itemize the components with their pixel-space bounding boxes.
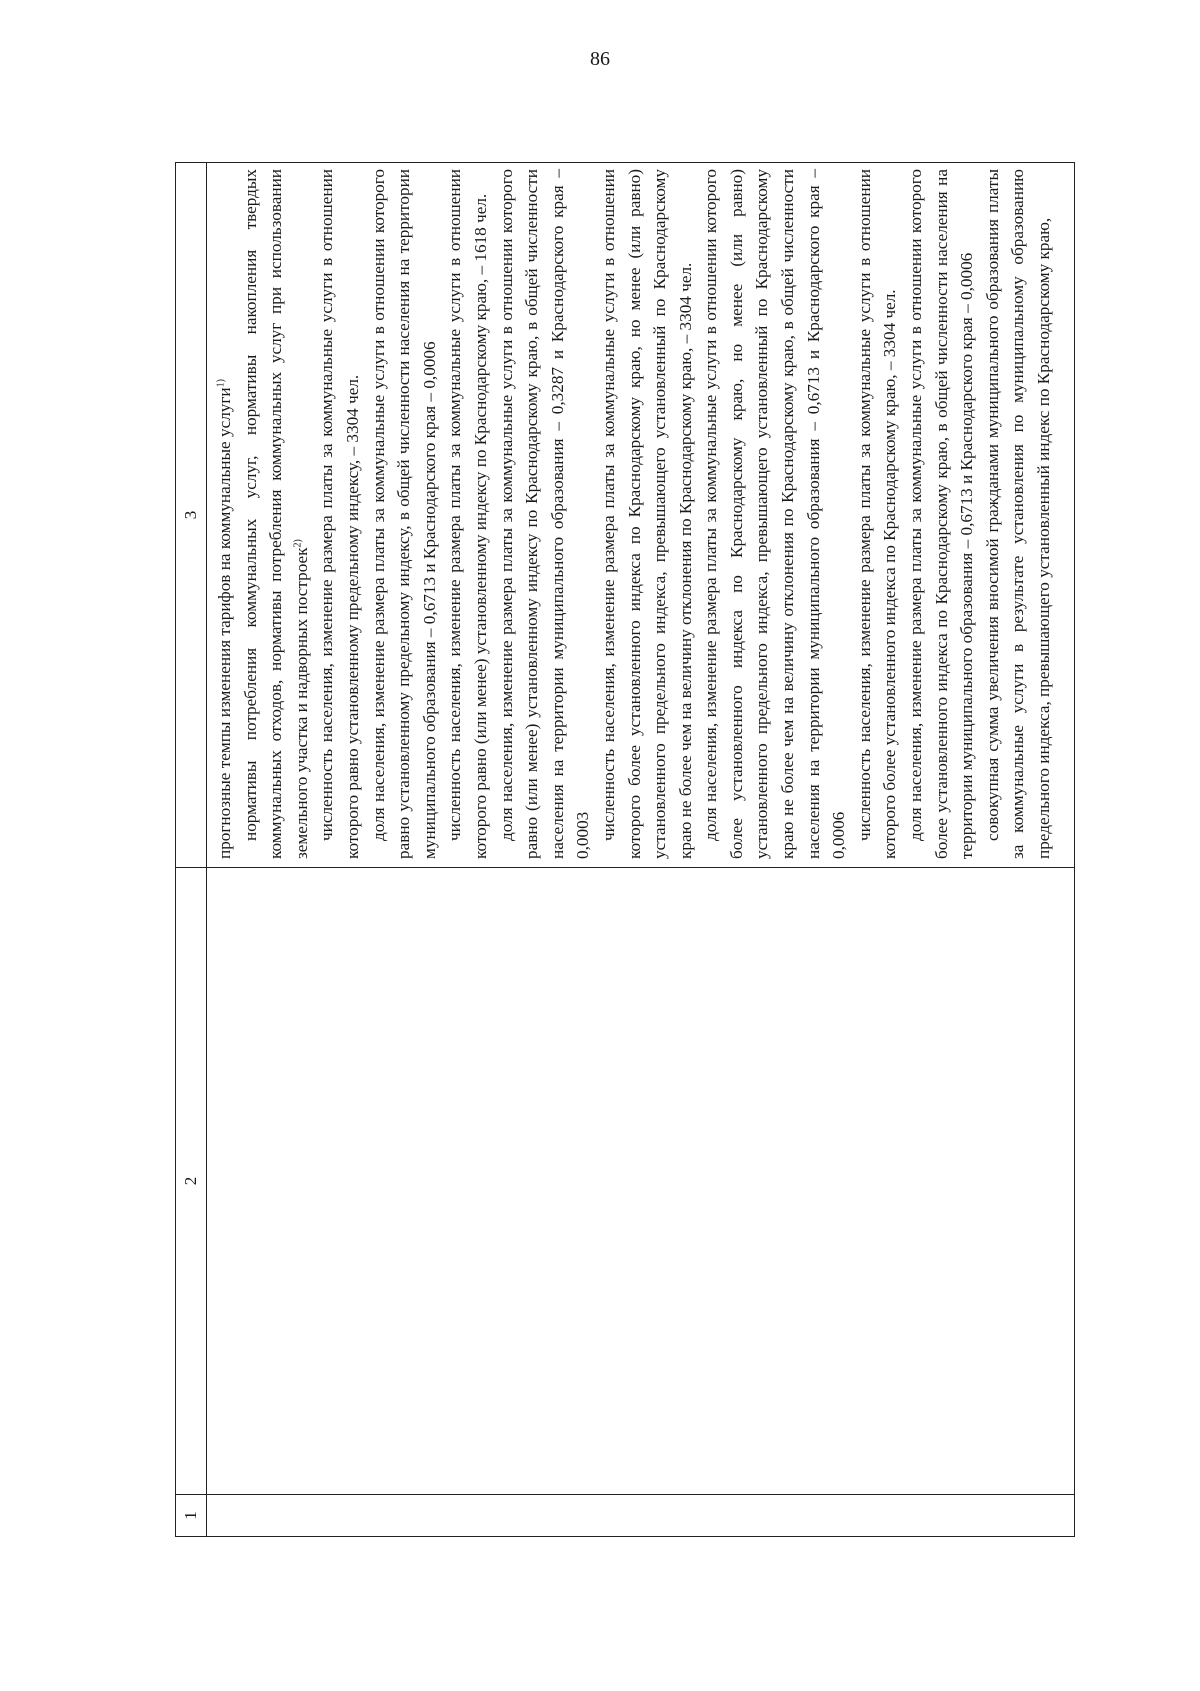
header-col-2: 2 [176, 867, 206, 1494]
paragraph-text: численность населения, изменение размера платы за коммунальные услуги в отношении которого равно (или менее) установленному индексу по Краснодарскому краю, – 1618 чел. [445, 169, 490, 859]
paragraph [980, 169, 1057, 859]
cell-col-3 [207, 163, 1074, 867]
rotated-table [175, 162, 1075, 1537]
paragraph-text: прогнозные темпы изменения тарифов на коммунальные услуги [215, 387, 234, 859]
paragraph [903, 169, 980, 859]
paragraph-text: численность населения, изменение размера платы за коммунальные услуги в отношении которого более установленного индекса по Краснодарскому краю, но менее (или равно) установленного предельного индекса, превышающего установленный по Краснодарскому краю не более чем на величину отклонения по Краснодарскому краю, – 3304 чел. [598, 169, 695, 859]
paragraph-text: доля населения, изменение размера платы за коммунальные услуги в отношении которого равно установленному предельному индексу, в общей численности населения на территории муниципального образования – 0,6713 и Краснодарского края – 0,0006 [368, 169, 439, 859]
paragraph-text: численность населения, изменение размера платы за коммунальные услуги в отношении которого равно установленному предельному индексу, – 3304 чел. [317, 169, 362, 859]
paragraph-text: доля населения, изменение размера платы за коммунальные услуги в отношении которого более установленного индекса по Краснодарскому краю, но менее (или равно) установленного предельного индекса, превышающего установленный по Краснодарскому краю не более чем на величину отклонения по Краснодарскому краю, в общей численности населения на территории муниципального образования – 0,6713 и Краснодарского края – 0,0006 [701, 169, 849, 859]
paragraph [852, 169, 903, 859]
paragraph [238, 169, 315, 859]
paragraph [366, 169, 443, 859]
paragraph [442, 169, 493, 859]
header-col-3: 3 [181, 510, 200, 520]
cell-col-2 [207, 867, 1074, 1494]
paragraph [212, 169, 238, 859]
page-number: 86 [590, 48, 610, 70]
footnote-marker: 1) [215, 379, 227, 388]
paragraph [314, 169, 365, 859]
paragraph [494, 169, 596, 859]
paragraph [596, 169, 698, 859]
footnote-marker: 2) [292, 539, 304, 548]
cell-col-1 [207, 1494, 1074, 1536]
paragraph-text: доля населения, изменение размера платы за коммунальные услуги в отношении которого равно (или менее) установленному индексу по Краснодарскому краю, в общей численности населения на территории муниципального образования – 0,3287 и Краснодарского края – 0,0003 [496, 169, 593, 859]
paragraph-text: численность населения, изменение размера платы за коммунальные услуги в отношении которого более установленного индекса по Краснодарскому краю, – 3304 чел. [854, 169, 900, 859]
paragraph-text: доля населения, изменение размера платы за коммунальные услуги в отношении которого более установленного индекса по Краснодарскому краю, в общей численности населения на территории муниципального образования – 0,6713 и Краснодарского края – 0,0006 [906, 169, 977, 859]
cell-col-3-text [207, 163, 1057, 867]
paragraph-text: совокупная сумма увеличения вносимой гражданами муниципального образования платы за коммунальные услуги в результате установления по муниципальному образованию предельного индекса, превышающего установленный индекс по Краснодарскому краю, [982, 169, 1053, 859]
table-body-row [207, 163, 1074, 1536]
header-col-1: 1 [176, 1494, 206, 1536]
paragraph-text: нормативы потребления коммунальных услуг, нормативы накопления твердых коммунальных отходов, нормативы потребления коммунальных услуг при использовании земельного участка и надворных построек [240, 169, 311, 859]
paragraph [698, 169, 852, 859]
table-header-row [176, 163, 207, 1536]
